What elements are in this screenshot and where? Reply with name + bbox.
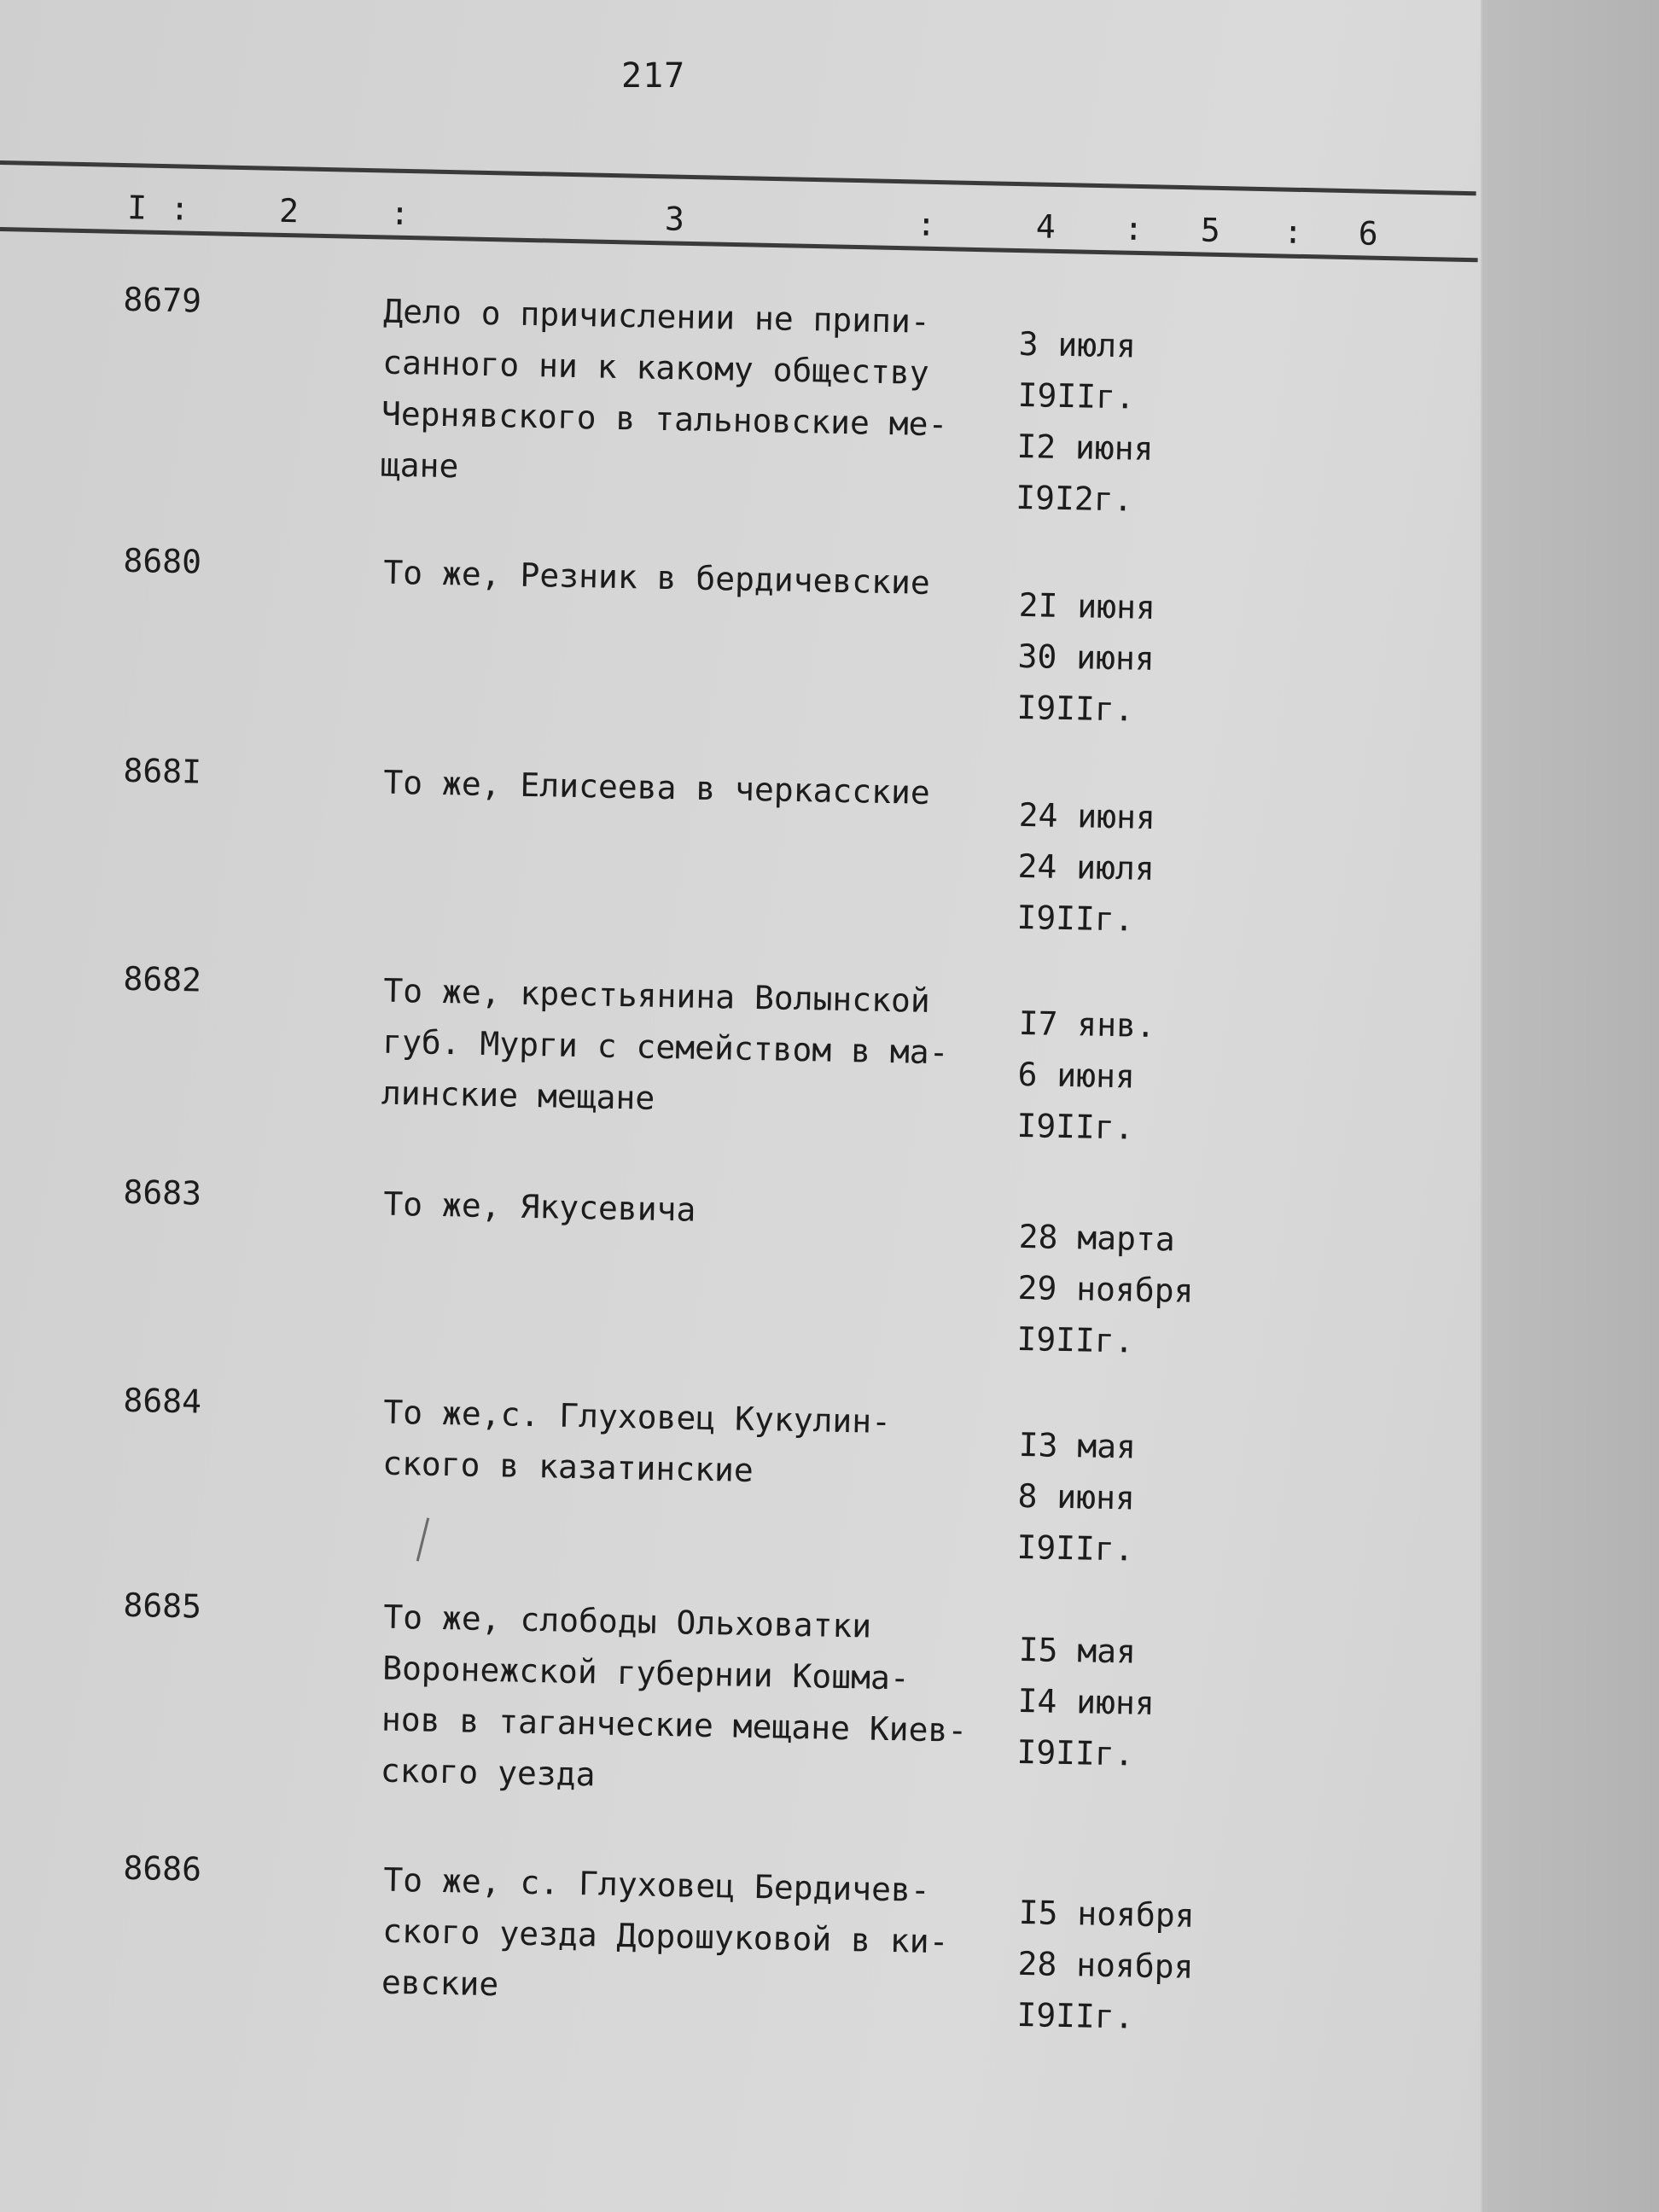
entry-dates: 3 июля I9IIг. I2 июня I9I2г.: [1015, 324, 1154, 519]
entry-description: То же, слободы Ольховатки Воронежской губернии Кошма- нов в таганческие мещане Киев- ского уезда: [380, 1598, 968, 1794]
column-separator: :: [1123, 209, 1144, 248]
page-edge: [1481, 0, 1659, 2212]
entry-number: 868I: [123, 751, 202, 791]
inventory-entry: [0, 1171, 1481, 1360]
entry-dates: 28 марта 29 ноября I9IIг.: [1016, 1217, 1194, 1360]
entry-dates: I5 мая I4 июня I9IIг.: [1016, 1630, 1155, 1773]
inventory-entry: [0, 749, 1481, 939]
column-header-6: 6: [1358, 214, 1379, 253]
page-number: 217: [621, 56, 686, 96]
column-separator: :: [1283, 212, 1304, 251]
column-header-3: 3: [664, 200, 685, 238]
entry-number: 8680: [123, 541, 202, 581]
column-header-5: 5: [1200, 211, 1221, 249]
inventory-entry: [0, 539, 1481, 729]
entry-dates: 24 июня 24 июля I9IIг.: [1016, 795, 1156, 939]
entry-description: То же, Елисеева в черкасские: [382, 763, 931, 812]
inventory-entry: [0, 1847, 1481, 2036]
column-header-2: 2: [278, 191, 300, 230]
entry-description: То же, Якусевича: [382, 1185, 696, 1229]
entry-dates: I3 мая 8 июня I9IIг.: [1016, 1425, 1137, 1569]
entry-description: Дело о причислении не припи- санного ни к какому обществу Чернявского в тальновские ме- щане: [380, 292, 948, 486]
inventory-entry: [0, 958, 1481, 1147]
entry-description: То же, крестьянина Волынской губ. Мурги с семейством в ма- линские мещане: [381, 971, 949, 1117]
entry-number: 8679: [123, 280, 202, 320]
inventory-entry: [0, 1584, 1481, 1794]
entry-dates: 2I июня 30 июня I9IIг.: [1016, 585, 1156, 729]
column-separator: :: [916, 205, 937, 243]
entry-description: То же, с. Глуховец Бердичев- ского уезда Дорошуковой в ки- евские: [381, 1860, 949, 2004]
inventory-entry: [0, 278, 1481, 519]
column-separator: :: [389, 194, 410, 233]
entry-number: 8686: [123, 1848, 202, 1889]
entry-number: 8685: [123, 1586, 202, 1626]
inventory-entry: [0, 1379, 1481, 1569]
entry-description: То же,с. Глуховец Кукулин- ского в казатинские: [381, 1393, 892, 1489]
column-header-1: I: [126, 189, 148, 227]
entry-number: 8682: [123, 959, 202, 999]
column-header-4: 4: [1035, 207, 1057, 246]
entry-number: 8684: [123, 1381, 202, 1421]
entry-dates: I5 ноября 28 ноября I9IIг.: [1016, 1893, 1196, 2036]
entry-dates: I7 янв. 6 июня I9IIг.: [1016, 1004, 1156, 1147]
entry-number: 8683: [123, 1173, 202, 1213]
column-separator: :: [169, 189, 190, 228]
entry-description: То же, Резник в бердичевские: [382, 553, 931, 602]
